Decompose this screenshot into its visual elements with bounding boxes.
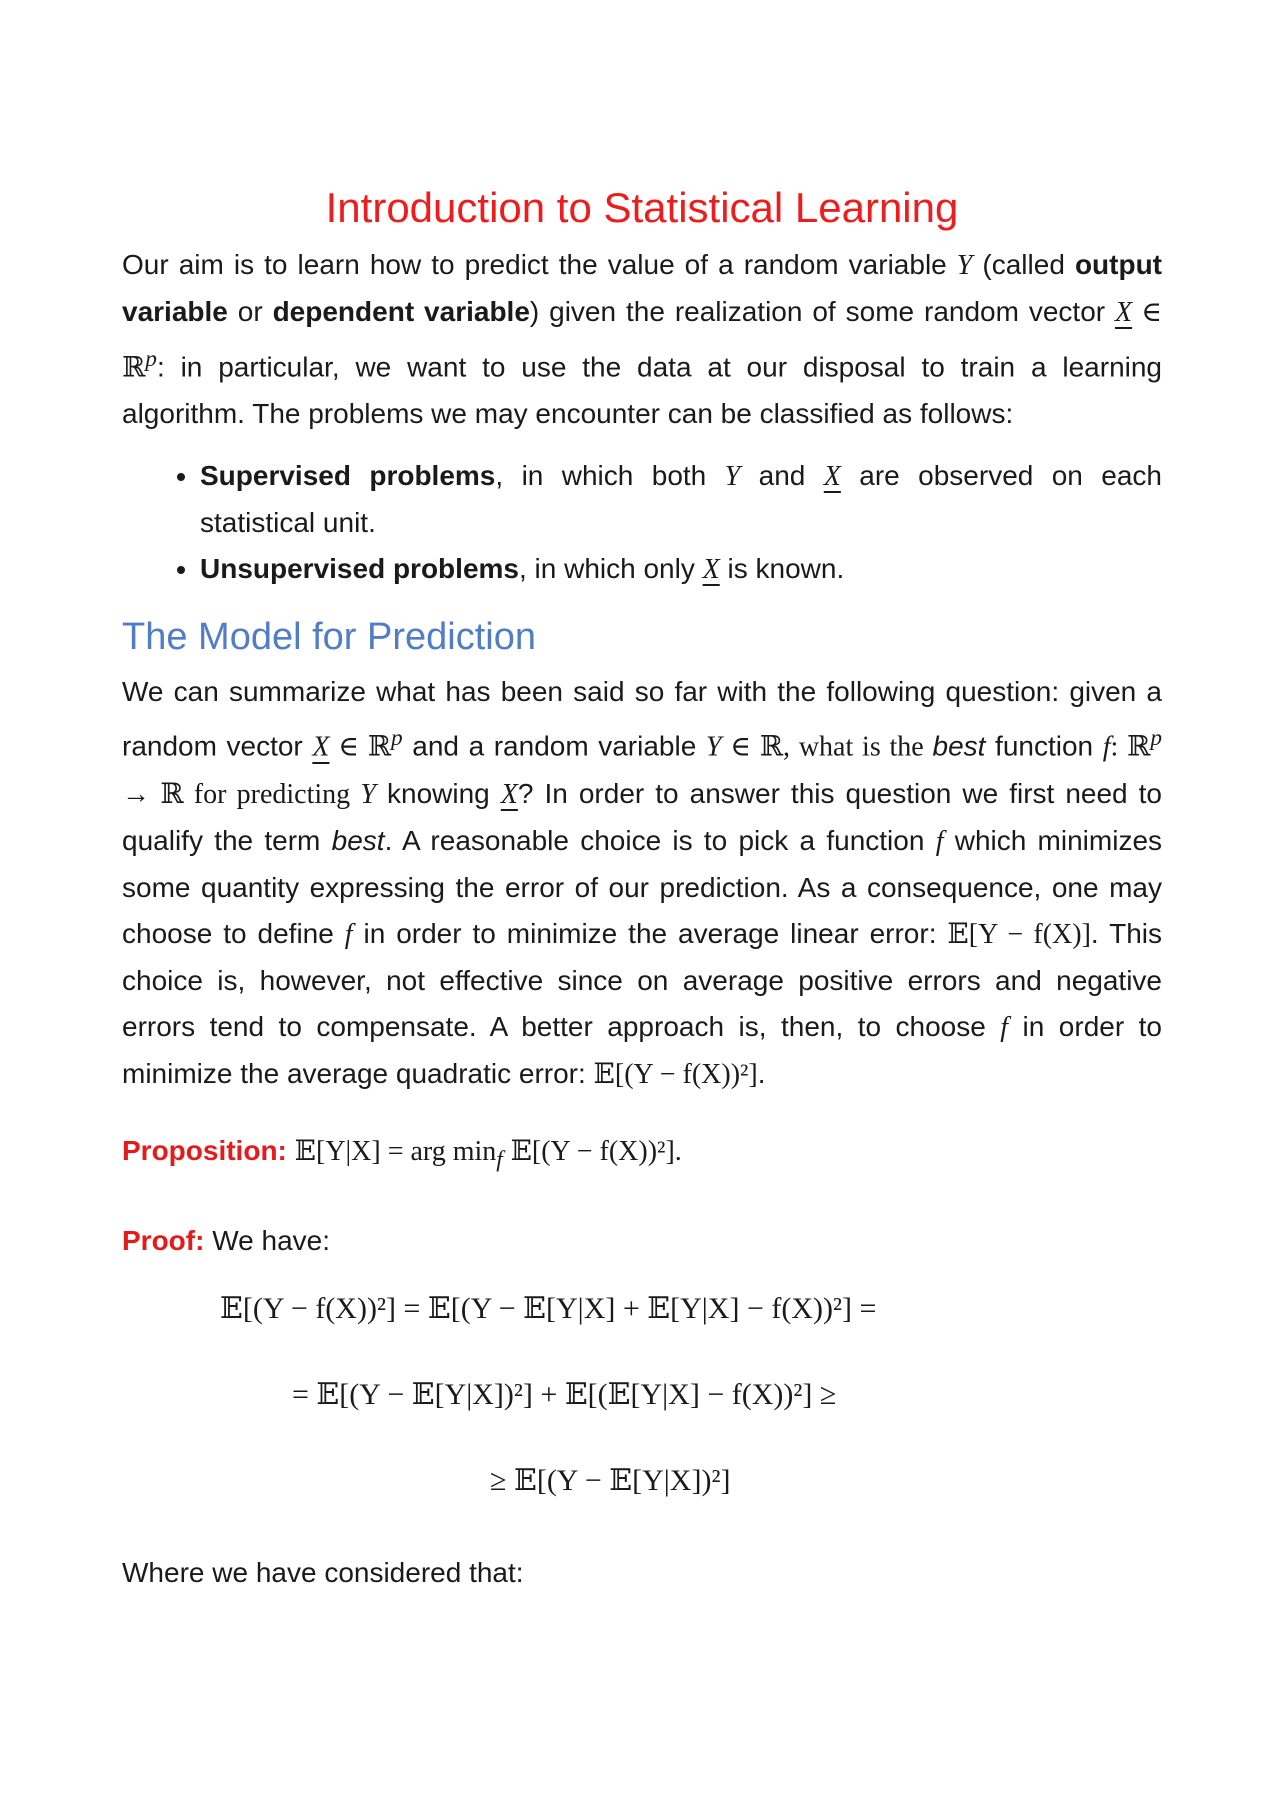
math-X: X bbox=[312, 731, 330, 763]
quadratic-error-formula: 𝔼[(Y − f(X))²] bbox=[593, 1058, 758, 1090]
bold-term: Supervised problems bbox=[200, 460, 496, 492]
model-text: in order to minimize the average linear error: bbox=[352, 917, 948, 949]
math-p: p bbox=[391, 725, 403, 752]
math-f: f bbox=[1102, 731, 1111, 763]
intro-text: ) given the realization of some random vector bbox=[529, 296, 1116, 327]
model-text: knowing bbox=[376, 777, 501, 809]
model-text: ∈ ℝ, what is the bbox=[721, 731, 933, 763]
model-text: . bbox=[757, 1057, 766, 1089]
list-text: , in which both bbox=[495, 460, 725, 492]
math-domain: : ℝ bbox=[1110, 731, 1151, 763]
math-p: p bbox=[145, 346, 157, 372]
list-text: and bbox=[740, 460, 824, 492]
model-text: . This choice is, however, not effective since on average positive errors and negative errors tend to compensate. A better approach is, then, to choose bbox=[122, 917, 1163, 1042]
equation-line-3: ≥ 𝔼[(Y − 𝔼[Y|X])²] bbox=[490, 1464, 731, 1498]
model-text: ? In order to answer this question we first need to qualify the term bbox=[122, 777, 1162, 856]
proposition-formula-rhs: 𝔼[(Y − f(X))²]. bbox=[510, 1135, 682, 1167]
math-X: X bbox=[823, 461, 841, 493]
document-content bbox=[122, 180, 1162, 1624]
list-text: , in which only bbox=[518, 553, 703, 585]
list-text: are observed on each statistical unit. bbox=[200, 460, 1162, 539]
section-heading: The Model for Prediction bbox=[122, 616, 536, 659]
math-in-R: ∈ ℝ bbox=[329, 731, 392, 763]
model-text: . A reasonable choice is to pick a function bbox=[384, 824, 936, 856]
argmin-subscript: f bbox=[496, 1146, 503, 1173]
math-f: f bbox=[344, 918, 353, 950]
math-f: f bbox=[1000, 1011, 1009, 1043]
proposition bbox=[122, 1128, 1162, 1183]
proposition-formula: 𝔼[Y|X] = arg min bbox=[294, 1135, 497, 1167]
math-X: X bbox=[702, 554, 720, 586]
proof-text: We have: bbox=[204, 1225, 330, 1257]
list-item bbox=[200, 546, 1162, 593]
proposition-label: Proposition: bbox=[122, 1134, 287, 1166]
math-Y: Y bbox=[705, 731, 722, 763]
linear-error-formula: 𝔼[Y − f(X)] bbox=[947, 918, 1091, 950]
list-item bbox=[200, 453, 1162, 546]
model-text: and a random variable bbox=[402, 730, 706, 762]
model-text: which minimizes some quantity expressing the error of our prediction. As a consequence, one may choose to define bbox=[122, 824, 1163, 949]
math-X: X bbox=[500, 778, 518, 810]
math-p: p bbox=[1150, 725, 1162, 752]
model-text: We can summarize what has been said so far with the following question: given a random vector bbox=[122, 676, 1162, 762]
bold-term-dependent-variable: dependent variable bbox=[272, 296, 530, 327]
intro-paragraph bbox=[122, 242, 1162, 437]
intro-text: Our aim is to learn how to predict the value of a random variable bbox=[122, 249, 957, 280]
math-in-R: ∈ ℝ bbox=[122, 297, 1162, 384]
italic-best: best bbox=[331, 824, 385, 856]
list-text: is known. bbox=[719, 553, 845, 585]
problem-types-list bbox=[122, 453, 1162, 593]
equation-line-2: = 𝔼[(Y − 𝔼[Y|X])²] + 𝔼[(𝔼[Y|X] − f(X))²] ≥ bbox=[292, 1378, 837, 1412]
model-paragraph bbox=[122, 669, 1162, 1097]
italic-best: best bbox=[932, 730, 986, 762]
equation-line-1: 𝔼[(Y − f(X))²] = 𝔼[(Y − 𝔼[Y|X] + 𝔼[Y|X] − f(X))²] = bbox=[220, 1292, 877, 1326]
proof-label: Proof: bbox=[122, 1225, 205, 1257]
proof bbox=[122, 1218, 1162, 1264]
math-f: f bbox=[935, 825, 944, 857]
math-Y: Y bbox=[956, 250, 973, 281]
model-text: → ℝ for predicting bbox=[122, 778, 361, 810]
math-Y: Y bbox=[724, 461, 741, 493]
intro-text: : in particular, we want to use the data at our disposal to train a learning algorithm. The problems we may encounter can be classified as follows: bbox=[122, 351, 1162, 430]
model-text: in order to minimize the average quadratic error: bbox=[122, 1010, 1162, 1089]
model-text: function bbox=[985, 730, 1103, 762]
closing-text: Where we have considered that: bbox=[122, 1557, 524, 1589]
intro-text: (called bbox=[972, 249, 1075, 280]
math-X: X bbox=[1115, 297, 1133, 328]
intro-text: or bbox=[227, 296, 273, 327]
bold-term-output-variable: output variable bbox=[122, 249, 1162, 327]
bold-term: Unsupervised problems bbox=[200, 553, 519, 585]
page-title: Introduction to Statistical Learning bbox=[325, 184, 959, 231]
proof-equations bbox=[122, 1286, 1162, 1504]
math-Y: Y bbox=[360, 778, 376, 810]
